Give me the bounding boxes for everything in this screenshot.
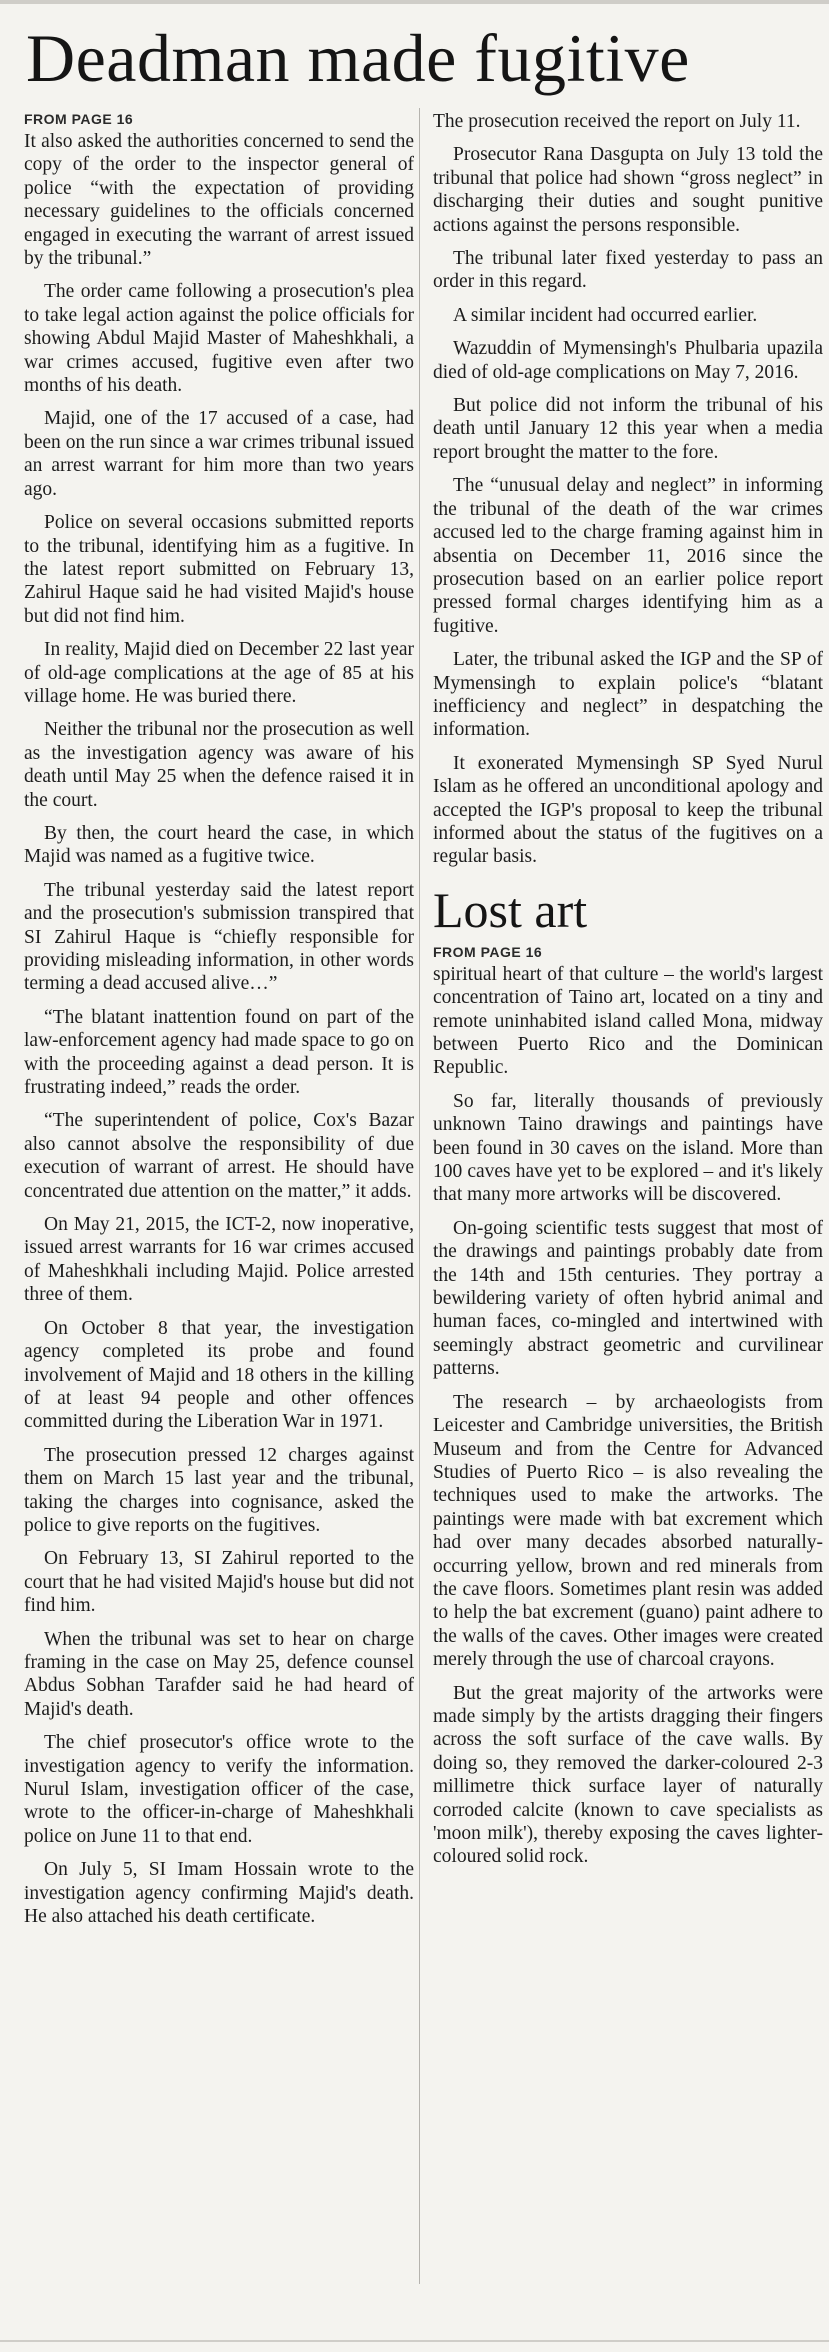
story-paragraph: The tribunal yesterday said the latest report and the prosecution's submission transpired that SI Zahirul Haque is “chiefly responsible for providing misleading information, in other words terming a dead accused alive…” [24, 879, 414, 995]
story-paragraph: The tribunal later fixed yesterday to pass an order in this regard. [433, 248, 823, 293]
story-paragraph: But the great majority of the artworks were made simply by the artists dragging their fingers across the soft surface of the cave walls. By doing so, they removed the darker-coloured 2-3 millimetre thick surface layer of naturally corroded calcite (known to cave specialists as 'moon milk'), thereby exposing the caves lighter-coloured solid rock. [433, 1682, 823, 1868]
story-paragraph: Police on several occasions submitted reports to the tribunal, identifying him as a fugitive. In the latest report submitted on February 13, Zahirul Haque said he had visited Majid's house but did not find him. [24, 512, 414, 627]
story-paragraph: spiritual heart of that culture – the world's largest concentration of Taino art, located on a tiny and remote uninhabited island called Mona, midway between Puerto Rico and the Dominican Republic. [433, 963, 823, 1079]
story-paragraph: Later, the tribunal asked the IGP and the SP of Mymensingh to explain police's “blatant inefficiency and neglect” in despatching the information. [433, 649, 823, 741]
story-paragraph: Neither the tribunal nor the prosecution as well as the investigation agency was aware of his death until May 25 when the defence raised it in the court. [24, 719, 414, 811]
story-paragraph: But police did not inform the tribunal of his death until January 12 this year when a media report brought the matter to the fore. [433, 395, 823, 463]
story-paragraph: On October 8 that year, the investigation agency completed its probe and found involvement of Majid and 18 others in the killing of at least 94 people and other offences committed during the Liberation War in 1971. [24, 1317, 414, 1433]
story-paragraph: On May 21, 2015, the ICT-2, now inoperative, issued arrest warrants for 16 war crimes accused of Maheshkhali including Majid. Police arrested three of them. [24, 1214, 414, 1306]
story-paragraph: On February 13, SI Zahirul reported to the court that he had visited Majid's house but did not find him. [24, 1548, 414, 1617]
story-paragraph: The research – by archaeologists from Leicester and Cambridge universities, the British Museum and from the Centre for Advanced Studies of Puerto Rico – is also revealing the techniques used to make the artworks. The paintings were made with bat excrement which had over many decades absorbed naturally-occurring yellow, brown and red minerals from the cave floors. Sometimes plant resin was added to help the bat excrement (guano) paint adhere to the walls of the caves. Other images were created merely through the use of charcoal crayons. [433, 1391, 823, 1671]
story-paragraph: The prosecution pressed 12 charges against them on March 15 last year and the tribunal, taking the charges into cognisance, asked the police to give reports on the fugitives. [24, 1444, 414, 1536]
top-border [0, 0, 829, 4]
story-paragraph: The chief prosecutor's office wrote to the investigation agency to verify the information. Nurul Islam, investigation officer of the case, wrote to the officer-in-charge of Maheshkhali police on June 11 to that end. [24, 1732, 414, 1847]
story-paragraph: On-going scientific tests suggest that most of the drawings and paintings probably date from the 14th and 15th centuries. They portray a bewildering variety of often hybrid animal and human faces, co-mingled and intertwined with seemingly abstract geometric and curvilinear patterns. [433, 1217, 823, 1380]
story-paragraph: “The superintendent of police, Cox's Bazar also cannot absolve the responsibility of due execution of warrant of arrest. He should have concentrated due attention on the matter,” it adds. [24, 1110, 414, 1202]
story-paragraph: It exonerated Mymensingh SP Syed Nurul Islam as he offered an unconditional apology and accepted the IGP's proposal to keep the tribunal informed about the status of the fugitives on a regular basis. [433, 752, 823, 868]
continued-from-label: FROM PAGE 16 [24, 111, 134, 127]
story-paragraph: The prosecution received the report on July 11. [433, 111, 801, 132]
story-paragraph: In reality, Majid died on December 22 last year of old-age complications at the age of 85 at his village home. He was buried there. [24, 639, 414, 707]
story-paragraph: On July 5, SI Imam Hossain wrote to the investigation agency confirming Majid's death. He also attached his death certificate. [24, 1859, 414, 1928]
second-story-headline: Lost art [433, 881, 588, 938]
story-paragraph: The order came following a prosecution's plea to take legal action against the police officials for showing Abdul Majid Master of Maheshkhali, a war crimes accused, fugitive even after two months of his death. [24, 281, 414, 397]
story-column-right [433, 110, 823, 1879]
story-paragraph: Majid, one of the 17 accused of a case, had been on the run since a war crimes tribunal issued an arrest warrant for him more than two years ago. [24, 408, 414, 500]
story-column-left [24, 110, 414, 1938]
story-headline: Deadman made fugitive [26, 20, 690, 96]
story-paragraph: Wazuddin of Mymensingh's Phulbaria upazila died of old-age complications on May 7, 2016. [433, 338, 823, 383]
story-paragraph: The “unusual delay and neglect” in informing the tribunal of the death of the war crimes accused led to the charge framing against him in absentia on December 11, 2016 since the prosecution based on an earlier police report pressed formal charges identifying him as a fugitive. [433, 475, 823, 637]
story-paragraph: By then, the court heard the case, in which Majid was named as a fugitive twice. [24, 822, 414, 868]
story-paragraph: So far, literally thousands of previously unknown Taino drawings and paintings have been found in 30 caves on the island. More than 100 caves have yet to be explored – and it's likely that many more artworks will be discovered. [433, 1090, 823, 1206]
story-paragraph: It also asked the authorities concerned to send the copy of the order to the inspector general of police “with the expectation of providing necessary guidelines to the officials concerned engaged in executing the warrant of arrest issued by the tribunal.” [24, 131, 414, 270]
story-paragraph: “The blatant inattention found on part of the law-enforcement agency had made space to go on with the proceeding against a dead person. It is frustrating indeed,” reads the order. [24, 1006, 414, 1099]
bottom-border [0, 2340, 829, 2342]
story-paragraph: When the tribunal was set to hear on charge framing in the case on May 25, defence counsel Abdus Sobhan Tarafder said he had heard of Majid's death. [24, 1628, 414, 1720]
story-paragraph: Prosecutor Rana Dasgupta on July 13 told the tribunal that police had shown “gross neglect” in discharging their duties and sought punitive actions against the persons responsible. [433, 144, 823, 236]
continued-from-label: FROM PAGE 16 [433, 943, 543, 960]
story-paragraph: A similar incident had occurred earlier. [453, 304, 758, 326]
column-divider [419, 108, 420, 2284]
